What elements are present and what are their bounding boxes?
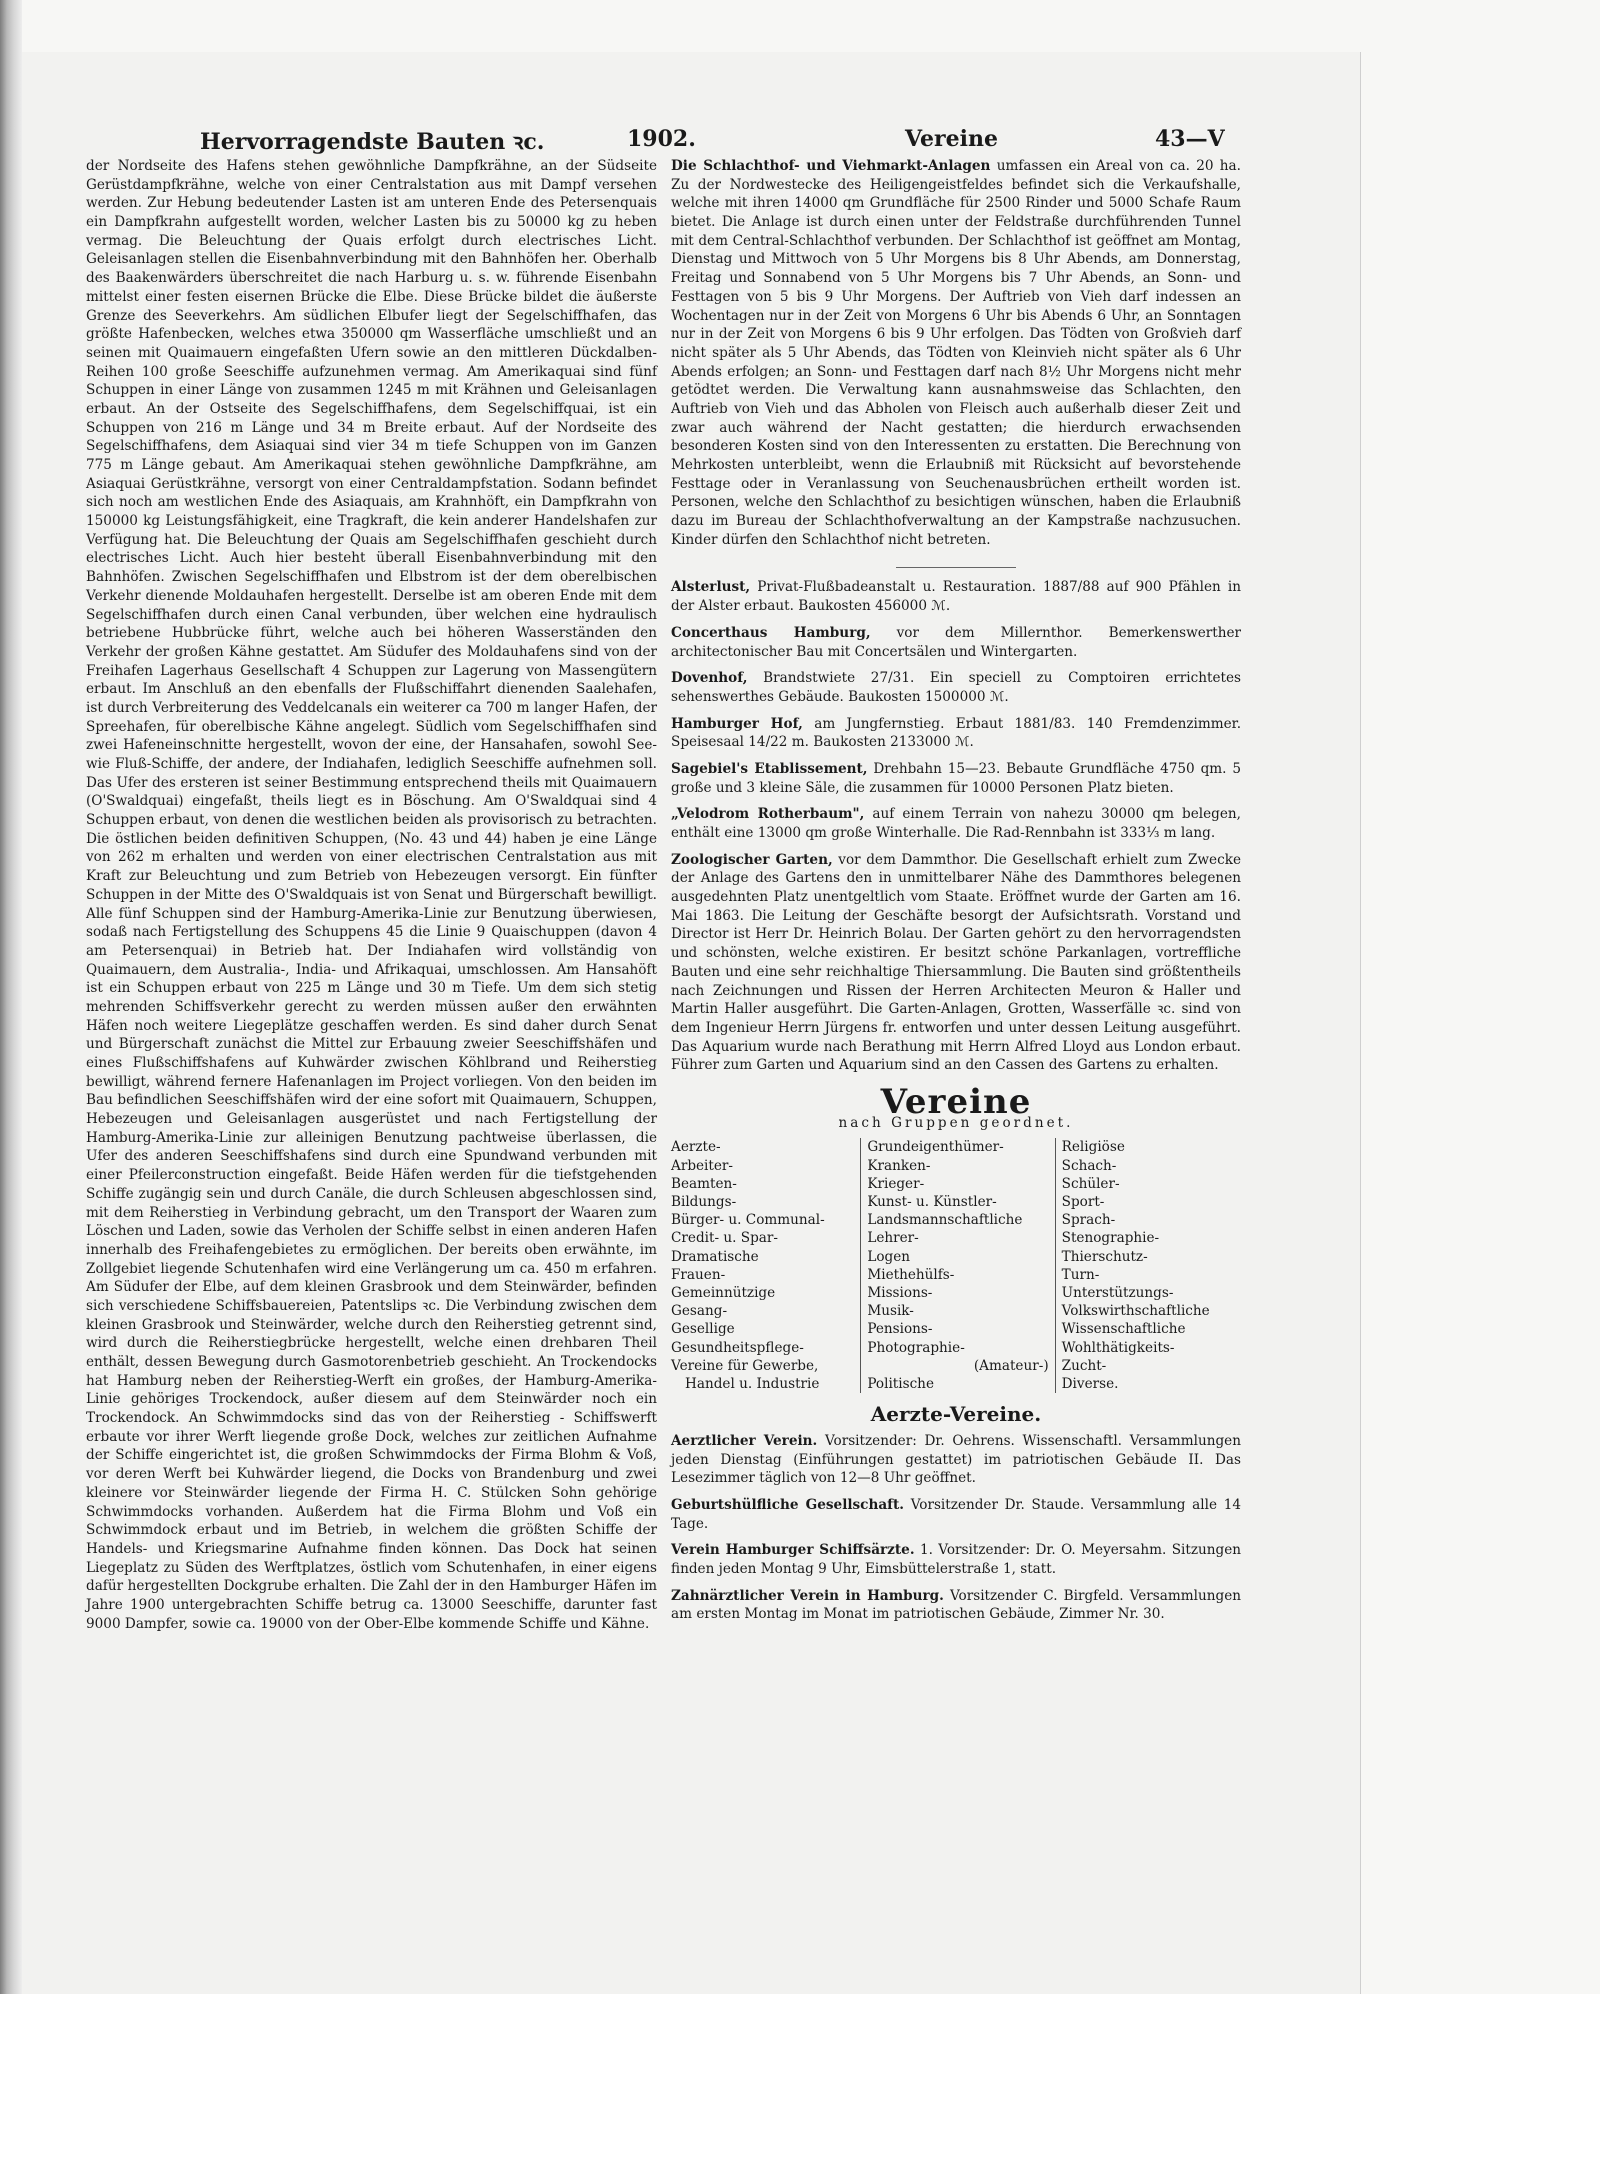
schlachthof-text: umfassen ein Areal von ca. 20 ha. Zu der Nordwestecke des Heiligengeistfeldes befindet sich die Verkaufshalle, welche mit ihren 14000 qm Grundfläche für 2500 Rinder und 5000 Schafe Raum bietet. Die Anlage ist durch einen unter der Feldstraße durchführenden Tunnel mit dem Central-Schlachthof verbunden. Der Schlachthof ist geöffnet am Montag, Dienstag und Mittwoch von 5 Uhr Morgens bis 8 Uhr Abends, am Donnerstag, Freitag und Sonnabend von 5 Uhr Morgens bis 7 Uhr Abends, an Sonn- und Festtagen von 5 bis 9 Uhr Morgens. Der Auftrieb von Vieh darf indessen an Wochentagen nur in der Zeit von Morgens 6 Uhr bis Abends 6 Uhr, an Sonntagen nur in der Zeit von Morgens 6 bis 9 Uhr erfolgen. Das Tödten von Großvieh darf nicht später als 5 Uhr Abends, das Tödten von Kleinvieh nicht später als 6 Uhr Abends erfolgen; an Sonn- und Festtagen darf nach 8½ Uhr Morgens nicht mehr getödtet werden. Die Verwaltung kann ausnahmsweise das Schlachten, den Auftrieb von Vieh und das Abholen von Fleisch auch außerhalb dieser Zeit und zwar auch während der Nacht gestatten; die hierdurch erwachsenden besonderen Kosten sind von den Interessenten zu erstatten. Die Berechnung von Mehrkosten unterbleibt, wenn die Erlaubniß mit Rücksicht auf bevorstehende Festtage oder in Veranlassung von Seuchenausbrüchen ertheilt worden ist. Personen, welche den Schlachthof zu besichtigen wünschen, haben die Erlaubniß dazu im Bureau der Schlachthofverwaltung an der Kampstraße nachzusuchen. Kinder dürfen den Schlachthof nicht betreten. [671, 158, 1241, 548]
entry-title: Zahnärztlicher Verein in Hamburg. [671, 1587, 944, 1604]
vereine-subheading: nach Gruppen geordnet. [838, 1114, 1074, 1131]
entry-text: Vorsitzender: Dr. Oehrens. Wissenschaftl. Versammlungen jeden Dienstag (Einführungen gestattet) im patriotischen Gebäude II. Das Lesezimmer täglich von 12—8 Uhr geöffnet. [671, 1432, 1241, 1487]
entry-hamburger-hof [671, 715, 1241, 752]
groups-column-3 [1055, 1138, 1241, 1393]
group-item: Handel u. Industrie [685, 1375, 820, 1392]
group-item: (Amateur-) [973, 1357, 1049, 1374]
group-item: Unterstützungs- [1061, 1284, 1174, 1301]
group-item: Vereine für Gewerbe, [671, 1357, 819, 1374]
entry-title: Aerztlicher Verein. [671, 1432, 818, 1449]
group-item: Religiöse [1061, 1139, 1125, 1156]
group-item: Logen [867, 1248, 911, 1265]
schlachthof-title: Die Schlachthof- und Viehmarkt-Anlagen [671, 158, 991, 174]
group-item: Missions- [867, 1284, 933, 1301]
aerzte-vereine-heading: Aerzte-Vereine. [870, 1402, 1042, 1427]
entry-title: Geburtshülfliche Gesellschaft. [671, 1496, 904, 1513]
group-item: Politische [867, 1375, 934, 1392]
entry-text: vor dem Dammthor. Die Gesellschaft erhielt zum Zwecke der Anlage des Gartens den in unmittelbarer Nähe des Dammthores belegenen ausgedehnten Platz unentgeltlich vom Staate. Eröffnet wurde der Garten am 16. Mai 1863. Die Leitung der Geschäfte besorgt der Aufsichtsrath. Vorstand und Director ist Herr Dr. Heinrich Bolau. Der Garten gehört zu den hervorragendsten und schönsten, welche existiren. Er besitzt schöne Parkanlagen, vortreffliche Bauten und eine sehr reichhaltige Thiersammlung. Die Bauten sind größtentheils nach Zeichnungen und Rissen der Herren Architecten Meuron & Haller und Martin Haller ausgeführt. Die Garten-Anlagen, Grotten, Wasserfälle ꝛc. sind von dem Ingenieur Herrn Jürgens fr. entworfen und unter dessen Leitung ausgeführt. Das Aquarium wurde nach Berathung mit Herrn Alfred Lloyd aus London erbaut. Führer zum Garten und Aquarium sind an den Cassen des Gartens zu erhalten. [671, 851, 1241, 1074]
group-item: Bürger- u. Communal- [671, 1212, 825, 1229]
running-head-right: Vereine [905, 126, 998, 152]
schlachthof-paragraph [671, 157, 1241, 549]
group-item: Frauen- [671, 1266, 726, 1283]
group-item: Diverse. [1061, 1375, 1119, 1392]
group-item: Kunst- u. Künstler- [867, 1193, 997, 1210]
entry-title: Hamburger Hof, [671, 715, 803, 732]
group-item: Turn- [1061, 1266, 1100, 1283]
entry-text: am Jungfernstieg. Erbaut 1881/83. 140 Fremdenzimmer. Speisesaal 14/22 m. Baukosten 2133000 ℳ. [671, 715, 1242, 751]
entry-title: Verein Hamburger Schiffsärzte. [671, 1542, 915, 1559]
group-item: Schach- [1061, 1157, 1117, 1174]
group-item: Gemeinnützige [671, 1284, 776, 1301]
right-column [671, 157, 1241, 1632]
entry-text: Vorsitzender Dr. Staude. Versammlung alle 14 Tage. [671, 1496, 1241, 1532]
entry-text: 1. Vorsitzender: Dr. O. Meyersahm. Sitzungen finden jeden Montag 9 Uhr, Eimsbüttelerstraße 1, statt. [671, 1542, 1241, 1577]
group-item: Grundeigenthümer- [867, 1139, 1004, 1156]
section-divider [896, 567, 1016, 568]
entry-title: Concerthaus Hamburg, [671, 624, 871, 641]
entry-sagebiel [671, 760, 1241, 797]
group-item: Wohlthätigkeits- [1061, 1339, 1175, 1356]
groups-column-2 [860, 1138, 1054, 1393]
running-head-left: Hervorragendste Bauten ꝛc. [200, 129, 545, 155]
group-item: Aerzte- [671, 1139, 721, 1156]
group-item: Lehrer- [867, 1230, 919, 1247]
group-item: Bildungs- [671, 1193, 737, 1210]
entry-alsterlust [671, 578, 1241, 615]
entry-text: Privat-Flußbadeanstalt u. Restauration. 1887/88 auf 900 Pfählen in der Alster erbaut. Baukosten 456000 ℳ. [671, 579, 1241, 615]
group-item: Schüler- [1061, 1175, 1120, 1192]
group-item: Photographie- [867, 1339, 965, 1356]
group-item: Krieger- [867, 1175, 925, 1192]
entry-dovenhof [671, 669, 1241, 706]
entry-aerztlicher-verein [671, 1432, 1241, 1488]
entry-zahnaerztlicher-verein [671, 1587, 1241, 1624]
page-number: 43—V [1155, 126, 1225, 152]
running-head-year: 1902. [627, 126, 696, 152]
group-item: Musik- [867, 1303, 914, 1320]
entry-concerthaus [671, 624, 1241, 661]
entry-text: auf einem Terrain von nahezu 30000 qm belegen, enthält eine 13000 qm große Winterhalle. Die Rad-Rennbahn ist 333⅓ m lang. [671, 806, 1241, 841]
entry-title: Dovenhof, [671, 670, 748, 687]
group-item: Arbeiter- [671, 1157, 734, 1174]
harbour-paragraph: der Nordseite des Hafens stehen gewöhnliche Dampfkrähne, an der Südseite Gerüstdampfkrähne, welche von einer Centralstation aus mit Dampf versehen werden. Zur Hebung bedeutender Lasten ist am unteren Ende des Petersenquais ein Dampfkrahn aufgestellt worden, welcher Lasten bis zu 50000 kg zu heben vermag. Die Beleuchtung der Quais erfolgt durch electrisches Licht. Geleisanlagen stellen die Eisenbahnverbindung mit den Bahnhöfen her. Oberhalb des Baakenwärders überschreitet die nach Harburg u. s. w. führende Eisenbahn mittelst einer festen eisernen Brücke die Elbe. Diese Brücke bildet die äußerste Grenze des Seeverkehrs. Am südlichen Elbufer liegt der Segelschiffhafen, das größte Hafenbecken, welches etwa 350000 qm Wasserfläche umschließt und an seinen mit Quaimauern eingefaßten Ufern sowie an den mittleren Dückdalben-Reihen 100 große Seeschiffe aufzunehmen vermag. Am Amerikaquai sind fünf Schuppen in einer Länge von zusammen 1245 m mit Krähnen und Geleisanlagen erbaut. An der Ostseite des Segelschiffhafens, dem Segelschiffquai, ist ein Schuppen von 216 m Länge und 34 m Breite erbaut. Auf der Nordseite des Segelschiffhafens, dem Asiaquai sind vier 34 m tiefe Schuppen von im Ganzen 775 m Länge gebaut. Am Amerikaquai stehen gewöhnliche Dampfkrähne, am Asiaquai Gerüstkrähne, versorgt von einer Centraldampfstation. Sodann befindet sich noch am westlichen Ende des Asiaquais, am Krahnhöft, ein Dampfkrahn von 150000 kg Leistungsfähigkeit, eine Tragkraft, die kein anderer Handelshafen zur Verfügung hat. Die Beleuchtung der Quais am Segelschiffhafen geschieht durch electrisches Licht. Auch hier besteht überall Eisenbahnverbindung mit den Bahnhöfen. Zwischen Segelschiffhafen und Elbstrom ist der dem oberelbischen Verkehr dienende Moldauhafen hergestellt. Derselbe ist am oberen Ende mit dem Segelschiffhafen durch einen Canal verbunden, über welchen eine hydraulisch betriebene Hubbrücke führt, welche auch bei höheren Wasserständen den Verkehr der großen Kähne gestattet. Am Südufer des Moldauhafens sind von der Freihafen Lagerhaus Gesellschaft 4 Schuppen zur Lagerung von Massengütern erbaut. Im Anschluß an den ebenfalls der Flußschiffahrt dienenden Saalehafen, ist durch Verbreiterung des Veddelcanals ein weiterer ca 700 m langer Hafen, der Spreehafen, für oberelbische Kähne angelegt. Südlich vom Segelschiffhafen sind zwei Hafeneinschnitte hergestellt, wovon der eine, der Hansahafen, sowohl See- wie Fluß-Schiffe, der andere, der Indiahafen, lediglich Seeschiffe aufnehmen soll. Das Ufer des ersteren ist seiner Bestimmung entsprechend theils mit Quaimauern (O'Swaldquai) eingefaßt, theils liegt es in Böschung. Am O'Swaldquai sind 4 Schuppen erbaut, von denen die westlichen beiden als provisorisch zu betrachten. Die östlichen beiden definitiven Schuppen, (No. 43 und 44) haben je eine Länge von 262 m erhalten und werden von einer electrischen Centralstation aus mit Kraft zur Beleuchtung und zum Betrieb von Hebezeugen versorgt. Ein fünfter Schuppen in der Mitte des O'Swaldquais ist von Senat und Bürgerschaft bewilligt. Alle fünf Schuppen sind der Hamburg-Amerika-Linie zur Benutzung überwiesen, sodaß nach Fertigstellung des Schuppens 45 die Linie 9 Quaischuppen (davon 4 am Petersenquai) in Betrieb hat. Der Indiahafen wird vollständig von Quaimauern, dem Australia-, India- und Afrikaquai, umschlossen. Am Hansahöft ist ein Schuppen erbaut von 225 m Länge und 30 m Tiefe. Um dem sich stetig mehrenden Schiffsverkehr gerecht zu werden müssen außer den erwähnten Häfen noch weitere Liegeplätze geschaffen werden. Es sind daher durch Senat und Bürgerschaft zunächst die Mittel zur Erbauung zweier Seeschiffshäfen und eines Flußschiffshafens auf Kuhwärder zwischen Köhlbrand und Reiherstieg bewilligt, während fernere Hafenanlagen im Project vorliegen. Von den beiden im Bau befindlichen Seeschiffshäfen wird der eine sofort mit Quaimauern, Schuppen, Hebezeugen und Geleisanlagen ausgerüstet und nach Fertigstellung der Hamburg-Amerika-Linie zur alleinigen Benutzung pachtweise überlassen, die Ufer des anderen Seeschiffshafens sind durch eine Spundwand verbunden mit einer Pfeilerconstruction eingefaßt. Beide Häfen werden für die tiefstgehenden Schiffe zugängig sein und durch Canäle, die durch Schleusen abgeschlossen sind, mit dem Reiherstieg in Verbindung gebracht, um den Transport der Waaren zum Löschen und Laden, sowie das Verholen der Schiffe selbst in einen anderen Hafen innerhalb des Freihafengebietes zu ermöglichen. Der bereits oben erwähnte, im Zollgebiet liegende Schutenhafen wird eine Verlängerung um ca. 450 m erfahren. Am Südufer der Elbe, auf dem kleinen Grasbrook und dem Steinwärder, befinden sich verschiedene Schiffsbauereien, Patentslips ꝛc. Die Verbindung zwischen dem kleinen Grasbrook und Steinwärder, welche durch den Reiherstieg getrennt sind, wird durch die Reiherstiegbrücke hergestellt, welche einen drehbaren Theil enthält, dessen Bewegung durch Gasmotorenbetrieb geschieht. An Trockendocks hat Hamburg neben der Reiherstieg-Werft ein großes, der Hamburg-Amerika-Linie gehöriges Trockendock, außer diesem auf dem Steinwärder noch ein Trockendock. An Schwimmdocks sind das von der Reiherstieg - Schiffswerft erbaute vor ihrer Werft liegende große Dock, welches zur zeitlichen Aufnahme der Schiffe eingerichtet ist, die großen Schwimmdocks der Firma Blohm & Voß, vor deren Werft bei Kuhwärder liegend, die Docks von Brandenburg und zwei kleinere vor Steinwärder liegende der Firma H. C. Stülcken Sohn gehörige Schwimmdocks vorhanden. Außerdem hat die Firma Blohm und Voß ein Schwimmdock erbaut und im Betrieb, in welchem die größten Schiffe der Handels- und Kriegsmarine Aufnahme finden können. Das Dock hat seinen Liegeplatz zu Süden des Werftplatzes, östlich vom Schutenhafen, in einer eigens dafür hergestellten Dockgrube erhalten. Die Zahl der in den Hamburger Häfen im Jahre 1900 untergebrachten Schiffe betrug ca. 13000 Seeschiffe, darunter fast 9000 Dampfer, sowie ca. 19000 von der Ober-Elbe kommende Schiffe und Kähne. [86, 158, 657, 1632]
entry-text: Brandstwiete 27/31. Ein speciell zu Comptoiren errichtetes sehenswerthes Gebäude. Baukosten 1500000 ℳ. [671, 670, 1241, 705]
group-item: Gesundheitspflege- [671, 1339, 804, 1356]
group-item: Zucht- [1061, 1357, 1107, 1374]
entry-title: Alsterlust, [671, 579, 751, 596]
group-item: Pensions- [867, 1321, 933, 1338]
group-item: Dramatische [671, 1248, 759, 1265]
entry-title: Sagebiel's Etablissement, [671, 760, 868, 777]
entry-text: Vorsitzender C. Birgfeld. Versammlungen am ersten Montag im Monat im patriotischen Gebäude, Zimmer Nr. 30. [671, 1587, 1242, 1623]
entry-geburtshuelfliche [671, 1496, 1241, 1533]
group-item: Sprach- [1061, 1212, 1116, 1229]
group-item: Wissenschaftliche [1061, 1321, 1186, 1338]
group-item: Kranken- [867, 1157, 931, 1174]
entry-zoologischer-garten [671, 851, 1241, 1075]
vereine-heading: Vereine [880, 1081, 1032, 1122]
entry-title: „Velodrom Rotherbaum", [671, 806, 865, 823]
group-item: Volkswirthschaftliche [1061, 1303, 1210, 1320]
page-binding-shadow [0, 0, 22, 1994]
left-column [86, 157, 657, 1633]
group-item: Thierschutz- [1061, 1248, 1148, 1265]
entry-text: Drehbahn 15—23. Bebaute Grundfläche 4750 qm. 5 große und 3 kleine Säle, die zusammen für 10000 Personen Platz bieten. [671, 760, 1241, 796]
group-item: Credit- u. Spar- [671, 1230, 778, 1247]
groups-column-1 [671, 1138, 860, 1393]
group-item: Gesang- [671, 1303, 728, 1320]
vereine-groups-table [671, 1138, 1241, 1393]
group-item: Sport- [1061, 1193, 1105, 1210]
group-item: Gesellige [671, 1321, 735, 1338]
entry-schiffsaerzte [671, 1541, 1241, 1578]
group-item: Stenographie- [1061, 1230, 1160, 1247]
group-item: Landsmannschaftliche [867, 1212, 1023, 1229]
entry-velodrom [671, 805, 1241, 842]
group-item: Miethehülfs- [867, 1266, 955, 1283]
entry-text: vor dem Millernthor. Bemerkenswerther architectonischer Bau mit Concertsälen und Wintergarten. [671, 624, 1242, 660]
entry-title: Zoologischer Garten, [671, 851, 833, 868]
group-item: Beamten- [671, 1175, 737, 1192]
